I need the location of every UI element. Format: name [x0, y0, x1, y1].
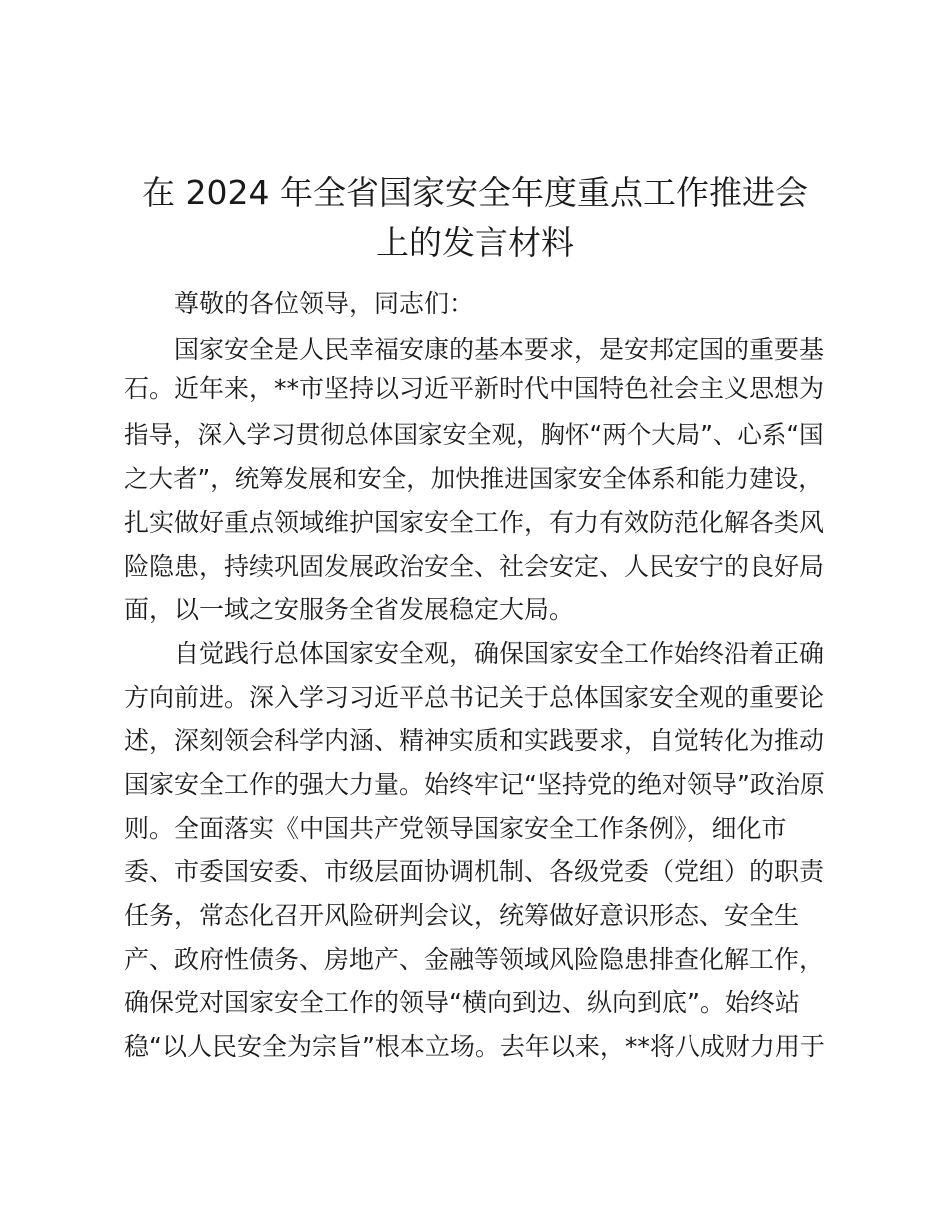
paragraph-1-line-3: 指导，深入学习贯彻总体国家安全观，胸怀“两个大局”、心系“国: [124, 420, 824, 449]
paragraph-2-line-7: 任务，常态化召开风险研判会议，统筹做好意识形态、安全生: [124, 901, 800, 930]
paragraph-1-line-4: 之大者”，统筹发展和安全，加快推进国家安全体系和能力建设，: [124, 464, 823, 493]
paragraph-1-line-2: 石。近年来，**市坚持以习近平新时代中国特色社会主义思想为: [124, 374, 825, 403]
paragraph-1-line-7: 面，以一域之安服务全省发展稳定大局。: [124, 595, 575, 624]
document-title-line-1: 在 2024 年全省国家安全年度重点工作推进会: [142, 173, 808, 212]
paragraph-2-line-1: 自觉践行总体国家安全观，确保国家安全工作始终沿着正确: [174, 639, 825, 668]
paragraph-2-line-9: 确保党对国家安全工作的领导“横向到边、纵向到底”。始终站: [124, 988, 800, 1017]
paragraph-2-line-6: 委、市委国安委、市级层面协调机制、各级党委（党组）的职责: [124, 857, 825, 886]
paragraph-2-line-10: 稳“以人民安全为宗旨”根本立场。去年以来，**将八成财力用于: [124, 1032, 825, 1061]
paragraph-2-line-4: 国家安全工作的强大力量。始终牢记“坚持党的绝对领导”政治原: [124, 770, 825, 799]
document-title-line-2: 上的发言材料: [376, 223, 574, 262]
paragraph-2-line-3: 述，深刻领会科学内涵、精神实质和实践要求，自觉转化为推动: [124, 726, 825, 755]
paragraph-2-line-5: 则。全面落实《中国共产党领导国家安全工作条例》，细化市: [124, 814, 787, 843]
paragraph-2-line-2: 方向前进。深入学习习近平总书记关于总体国家安全观的重要论: [124, 683, 825, 712]
paragraph-1-line-5: 扎实做好重点领域维护国家安全工作，有力有效防范化解各类风: [124, 508, 825, 537]
paragraph-1-line-6: 险隐患，持续巩固发展政治安全、社会安定、人民安宁的良好局: [124, 552, 825, 581]
salutation: 尊敬的各位领导，同志们：: [174, 289, 475, 318]
paragraph-1-line-1: 国家安全是人民幸福安康的基本要求，是安邦定国的重要基: [174, 335, 825, 364]
paragraph-2-line-8: 产、政府性债务、房地产、金融等领域风险隐患排查化解工作，: [124, 945, 825, 974]
